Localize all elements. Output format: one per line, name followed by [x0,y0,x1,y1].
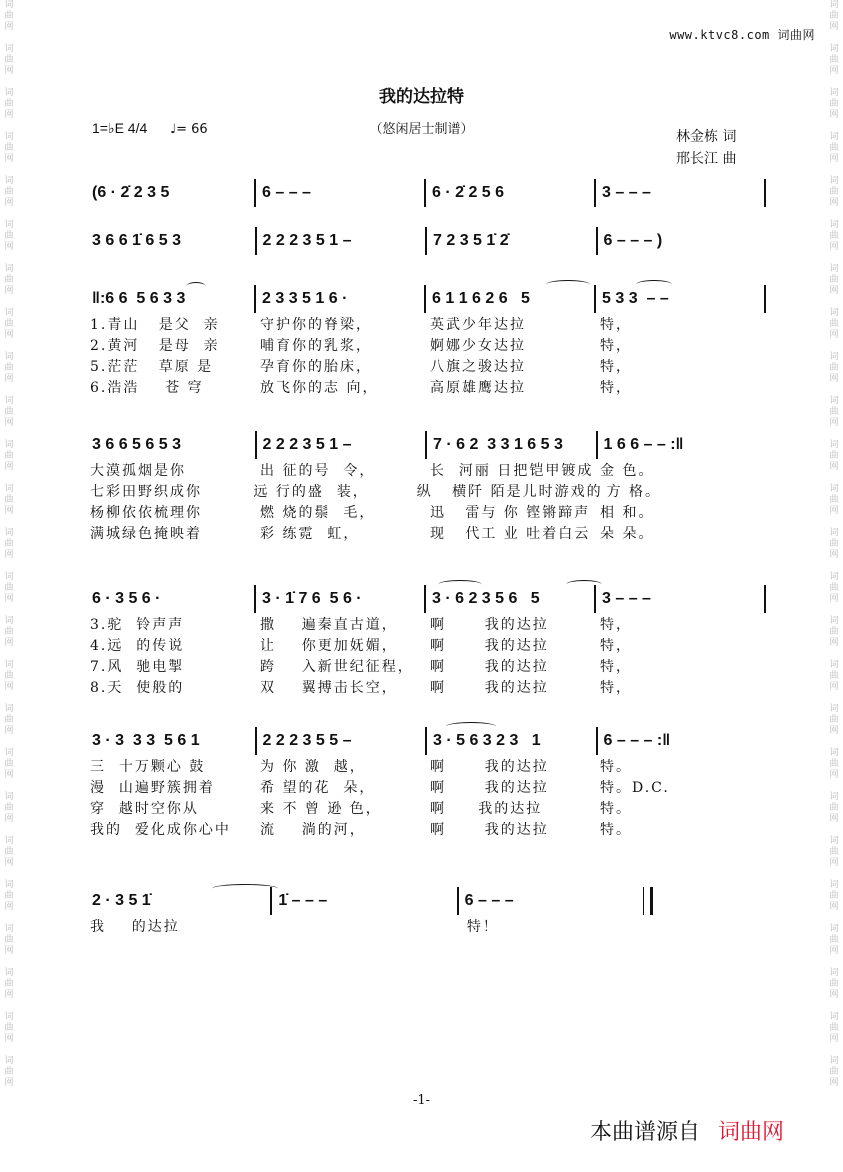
watermark-left: 词 曲 网 词 曲 网 词 曲 网 词 曲 网 词 曲 网 词 曲 网 词 曲 网 词 曲 网 词 曲 网 词 曲 网 词 曲 网 词 曲 网 词 曲 网 词 曲 网 词 曲 网 词 曲 网 词 曲 网 词 曲 网 词 曲 网 词 曲 网 词 曲 网 词 曲 网 词 曲 网 词 曲 网 词 曲 网 [4,0,14,1088]
lyric-line: 穿 越时空你从 来 不 曾 逊 色， 啊 我的达拉 特。 [90,801,632,817]
slur-arc [446,722,496,731]
song-subtitle: （悠闲居士制谱） [369,122,474,137]
lyric-line: 6.浩浩 苍 穹 放飞你的志 向， 高原雄鹰达拉 特， [90,380,632,396]
measure: (6 · 2̇ 2 3 5 [92,184,170,201]
measure: 3 · 3 3 3 5 6 1 [92,732,200,749]
lyric-line: 满城绿色掩映着 彩 练霓 虹， 现 代工 业 吐着白云 朵 朵。 [90,526,655,542]
measure: 7 2 3 5 1̇ 2̇ [433,232,509,249]
measure: 6 · 3 5 6 · [92,590,161,607]
measure: 2 2 2 3 5 5 – [262,732,352,749]
lyric-line: 8.天 使般的 双 翼搏击长空， 啊 我的达拉 特， [90,680,632,696]
slur-arc [636,280,672,289]
measure: 6 – – – :‖ [603,732,671,749]
measure: 6 1 1 6 2 6 5 [432,290,530,307]
staff-system-4 [86,430,766,544]
page-number: -1- [412,1093,431,1108]
slur-arc [438,580,482,589]
tempo-marking: ♩= 66 [170,122,208,137]
measure: 1̇ – – – [278,892,328,909]
lyric-line: 7.风 驰电掣 跨 入新世纪征程， 啊 我的达拉 特， [90,659,632,675]
lyric-line: 漫 山遍野簇拥着 希 望的花 朵， 啊 我的达拉 特。D.C. [90,780,670,796]
slur-arc [186,282,206,291]
lyric-line: 大漠孤烟是你 出 征的号 令， 长 河丽 日把铠甲镀成 金 色。 [90,463,655,479]
staff-system-5 [86,584,766,698]
measure: 6 · 2̇ 2 5 6 [432,184,505,201]
lyric-line: 1.青山 是父 亲 守护你的脊梁， 英武少年达拉 特， [90,317,632,333]
measure: 3 – – – [602,184,651,201]
measure: 7 · 6 2 3 3 1 6 5 3 [433,436,563,453]
measure: 3 6 6 5 6 5 3 [92,436,181,453]
measure: 3 6 6 1̇ 6 5 3 [92,232,181,249]
watermark-right: 词 曲 网 词 曲 网 词 曲 网 词 曲 网 词 曲 网 词 曲 网 词 曲 网 词 曲 网 词 曲 网 词 曲 网 词 曲 网 词 曲 网 词 曲 网 词 曲 网 词 曲 网 词 曲 网 词 曲 网 词 曲 网 词 曲 网 词 曲 网 词 曲 网 词 曲 网 词 曲 网 词 曲 网 词 曲 网 [829,0,839,1088]
measure: 6 – – – [464,892,514,909]
measure: 6 – – – [262,184,311,201]
lyric-line: 3.驼 铃声声 撒 遍秦直古道， 啊 我的达拉 特， [90,617,632,633]
measure: 2 3 3 5 1 6 · [262,290,348,307]
staff-system-7 [86,886,766,937]
measure: ‖:6 6 5 6 3 3 [92,290,186,307]
lyric-line: 三 十万颗心 鼓 为 你 激 越， 啊 我的达拉 特。 [90,759,632,775]
measure: 2 2 2 3 5 1 – [262,436,352,453]
site-url[interactable]: www.ktvc8.com 词曲网 [669,28,815,42]
measure: 2 · 3 5 1̇ [92,892,151,909]
measure: 3 · 1̇ 7 6 5 6 · [262,590,362,607]
slur-arc [546,280,590,289]
composer-credit: 邢长江 曲 [676,151,737,167]
source-brand-link[interactable]: 词曲网 [718,1120,785,1145]
staff-system-2 [86,226,766,256]
measure: 1 6 6 – – :‖ [603,436,684,453]
lyric-line: 我 的达拉 特！ [90,919,499,935]
slur-arc [212,884,278,893]
key-signature: 1=♭E 4/4 [92,120,148,136]
staff-system-3 [86,284,766,398]
staff-system-6 [86,726,766,840]
measure: 3 · 6 2 3 5 6 5 [432,590,540,607]
lyric-line: 杨柳依依梳理你 燃 烧的鬃 毛， 迅 雷与 你 铿锵蹄声 相 和。 [90,505,655,521]
measure: 3 – – – [602,590,651,607]
measure: 3 · 5 6 3 2 3 1 [433,732,541,749]
slur-arc [566,580,602,589]
measure: 5 3 3 – – [602,290,669,307]
lyricist-credit: 林金栋 词 [676,129,737,145]
staff-system-1 [86,178,766,208]
lyric-line: 我的 爱化成你心中 流 淌的河， 啊 我的达拉 特。 [90,822,632,838]
lyric-line: 4.远 的传说 让 你更加妩媚， 啊 我的达拉 特， [90,638,632,654]
source-credit [590,1115,784,1146]
measure: 6 – – – ) [603,232,663,249]
source-label: 本曲谱源自 [590,1120,701,1145]
lyric-line: 2.黄河 是母 亲 哺育你的乳浆， 婀娜少女达拉 特， [90,338,632,354]
song-title: 我的达拉特 [379,87,464,107]
lyric-line: 5.茫茫 草原 是 孕育你的胎床， 八旗之骏达拉 特， [90,359,632,375]
measure: 2 2 2 3 5 1 – [262,232,352,249]
lyric-line: 七彩田野织成你 远 行的盛 装， 纵 横阡 陌是儿时游戏的 方 格。 [90,484,662,500]
